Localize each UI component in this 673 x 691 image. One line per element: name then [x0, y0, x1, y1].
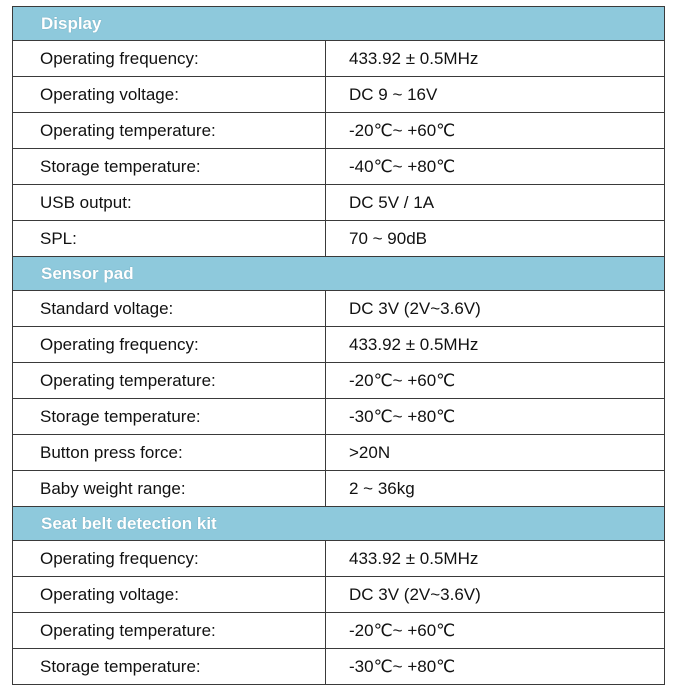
- spec-value: 2 ~ 36kg: [349, 479, 415, 498]
- spec-table: [12, 6, 665, 685]
- section-title: Seat belt detection kit: [41, 514, 217, 533]
- table-row: [13, 612, 664, 648]
- section-header-sensor-pad: [13, 256, 664, 290]
- spec-label: SPL:: [13, 221, 326, 256]
- table-row: [13, 540, 664, 576]
- table-row: [13, 576, 664, 612]
- spec-label: Operating temperature:: [13, 363, 326, 398]
- spec-value: 70 ~ 90dB: [349, 229, 427, 248]
- spec-value: -20℃~ +60℃: [349, 371, 456, 390]
- table-row: [13, 470, 664, 506]
- spec-label: Operating voltage:: [13, 77, 326, 112]
- table-row: [13, 398, 664, 434]
- spec-label: Standard voltage:: [13, 291, 326, 326]
- table-row: [13, 76, 664, 112]
- spec-value: -20℃~ +60℃: [349, 621, 456, 640]
- spec-label: Button press force:: [13, 435, 326, 470]
- spec-value: 433.92 ± 0.5MHz: [349, 549, 479, 568]
- table-row: [13, 148, 664, 184]
- table-row: [13, 326, 664, 362]
- spec-label: Storage temperature:: [13, 649, 326, 684]
- spec-value: DC 5V / 1A: [349, 193, 435, 212]
- section-header-display: [13, 6, 664, 40]
- spec-value: 433.92 ± 0.5MHz: [349, 335, 479, 354]
- spec-value: -20℃~ +60℃: [349, 121, 456, 140]
- spec-value: 433.92 ± 0.5MHz: [349, 49, 479, 68]
- spec-label: Operating temperature:: [13, 113, 326, 148]
- section-title: Display: [41, 14, 102, 33]
- spec-value: -30℃~ +80℃: [349, 407, 456, 426]
- table-row: [13, 220, 664, 256]
- spec-value: -40℃~ +80℃: [349, 157, 456, 176]
- spec-label: Baby weight range:: [13, 471, 326, 506]
- spec-label: Storage temperature:: [13, 149, 326, 184]
- spec-label: Operating frequency:: [13, 541, 326, 576]
- table-row: [13, 434, 664, 470]
- spec-value: -30℃~ +80℃: [349, 657, 456, 676]
- spec-value: >20N: [349, 443, 391, 462]
- spec-label: Operating frequency:: [13, 41, 326, 76]
- spec-value: DC 3V (2V~3.6V): [349, 585, 481, 604]
- spec-value: DC 3V (2V~3.6V): [349, 299, 481, 318]
- spec-value: DC 9 ~ 16V: [349, 85, 438, 104]
- spec-label: Operating temperature:: [13, 613, 326, 648]
- section-header-seat-belt-kit: [13, 506, 664, 540]
- table-row: [13, 184, 664, 220]
- spec-label: USB output:: [13, 185, 326, 220]
- table-row: [13, 112, 664, 148]
- table-row: [13, 290, 664, 326]
- spec-label: Operating frequency:: [13, 327, 326, 362]
- table-row: [13, 40, 664, 76]
- table-row: [13, 362, 664, 398]
- spec-label: Operating voltage:: [13, 577, 326, 612]
- table-row: [13, 648, 664, 684]
- spec-label: Storage temperature:: [13, 399, 326, 434]
- section-title: Sensor pad: [41, 264, 134, 283]
